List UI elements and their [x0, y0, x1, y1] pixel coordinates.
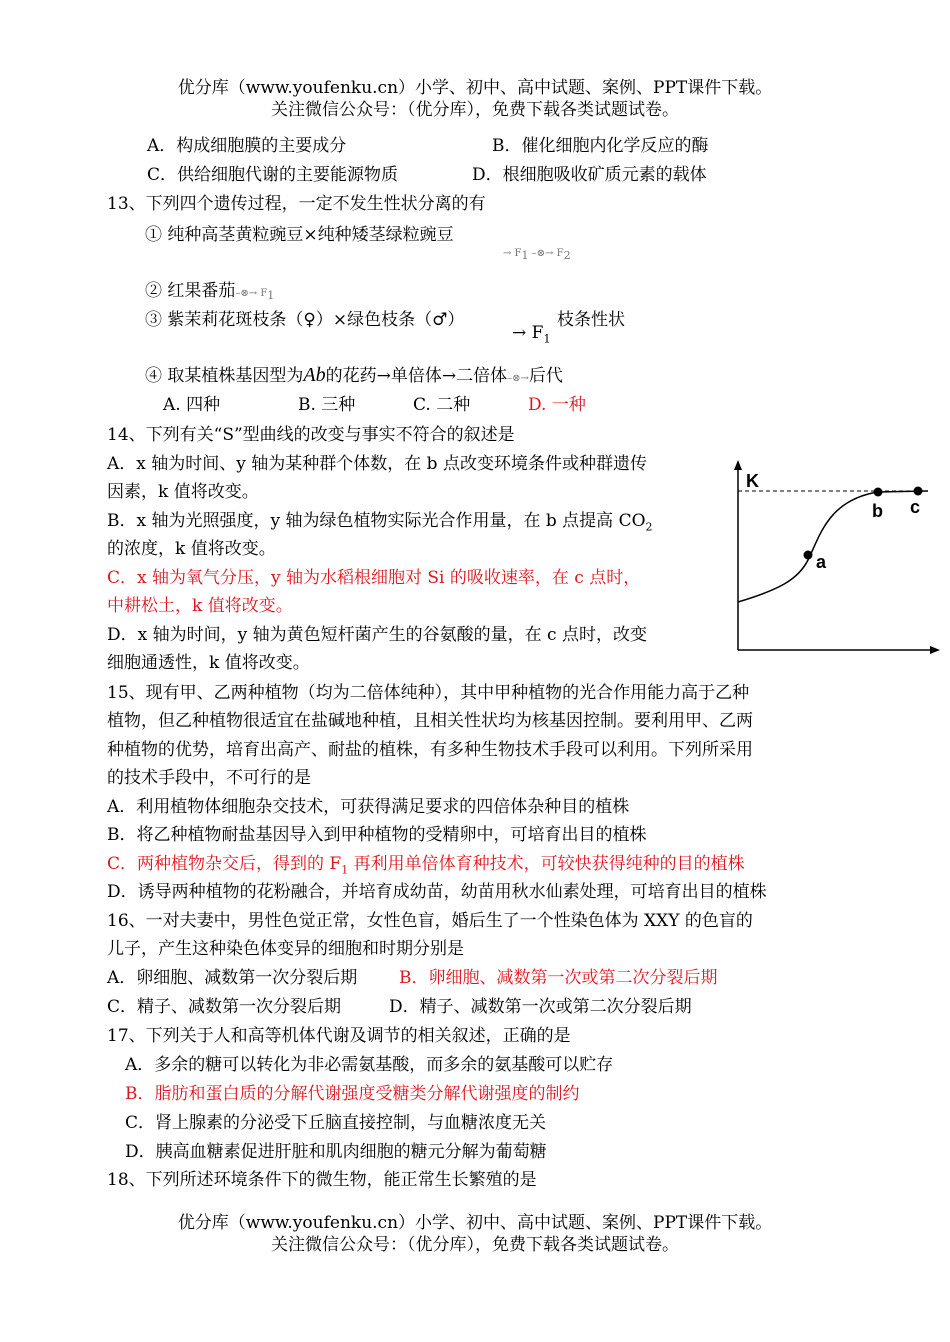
- q17-option-d: D．胰高血糖素促进肝脏和肌肉细胞的糖元分解为葡萄糖: [125, 1142, 547, 1162]
- q17-option-b-answer: B．脂肪和蛋白质的分解代谢强度受糖类分解代谢强度的制约: [125, 1084, 580, 1104]
- q17-option-a: A．多余的糖可以转化为非必需氨基酸，而多余的氨基酸可以贮存: [125, 1055, 614, 1075]
- label-a: a: [816, 552, 827, 572]
- q14-option-c-line2-answer: 中耕松土，k 值将改变。: [107, 596, 293, 616]
- label-c: c: [910, 497, 921, 517]
- q13-option-b: B. 三种: [298, 395, 356, 415]
- k-label: K: [746, 471, 759, 491]
- q12-option-a: A．构成细胞膜的主要成分: [147, 136, 347, 156]
- q13-item-2: ② 红果番茄–⊗→ $F_1$: [145, 281, 275, 302]
- footer-line-2: 关注微信公众号：（优分库），免费下载各类试题试卷。: [271, 1235, 679, 1255]
- q15-option-d: D．诱导两种植物的花粉融合，并培育成幼苗，幼苗用秋水仙素处理，可培育出目的植株: [107, 882, 767, 902]
- q17-stem: 17、下列关于人和高等机体代谢及调节的相关叙述，正确的是: [107, 1026, 571, 1046]
- header-line-1: 优分库（www.youfenku.cn）小学、初中、高中试题、案例、PPT课件下载。: [177, 78, 773, 98]
- q13-item-2-formula: –⊗→ $F_1$: [235, 288, 275, 302]
- q16-option-b-answer: B．卵细胞、减数第一次或第二次分裂后期: [399, 968, 718, 988]
- q12-option-d: D．根细胞吸收矿质元素的载体: [472, 165, 707, 185]
- q13-item-1-formula: → $F_1$ –⊗→ $F_2$: [503, 248, 571, 262]
- q15-stem-line1: 15、现有甲、乙两种植物（均为二倍体纯种），其中甲种植物的光合作用能力高于乙种: [107, 683, 750, 703]
- q16-option-d: D．精子、减数第一次或第二次分裂后期: [389, 997, 692, 1017]
- point-a: [804, 551, 813, 560]
- q13-item-4: ④ 取某植株基因型为Ab的花药→单倍体→二倍体–⊗→后代: [145, 364, 563, 386]
- x-axis-arrow-icon: [930, 646, 940, 654]
- q15-stem-line4: 的技术手段中，不可行的是: [107, 768, 311, 788]
- q15-option-b: B．将乙种植物耐盐基因导入到甲种植物的受精卵中，可培育出目的植株: [107, 825, 647, 845]
- q13-item-3: ③ 紫茉莉花斑枝条（♀）×绿色枝条（♂）: [145, 310, 465, 330]
- q13-option-a: A. 四种: [163, 395, 221, 415]
- q16-stem-line2: 儿子，产生这种染色体变异的细胞和时期分别是: [107, 939, 464, 959]
- s-curve-graph: [728, 460, 940, 656]
- q14-option-c-line1-answer: C．x 轴为氧气分压，y 轴为水稻根细胞对 Si 的吸收速率，在 c 点时，: [107, 568, 641, 588]
- label-b: b: [872, 501, 883, 521]
- point-b: [874, 488, 883, 497]
- q17-option-c: C．肾上腺素的分泌受下丘脑直接控制，与血糖浓度无关: [125, 1113, 547, 1133]
- q13-option-c: C. 二种: [413, 395, 471, 415]
- genotype-ab: Ab: [303, 364, 326, 386]
- q14-option-d-line1: D．x 轴为时间，y 轴为黄色短杆菌产生的谷氨酸的量，在 c 点时，改变: [107, 625, 647, 645]
- q13-item-3-formula: → $F_1$: [512, 323, 551, 346]
- point-c: [914, 487, 923, 496]
- q18-stem: 18、下列所述环境条件下的微生物，能正常生长繁殖的是: [107, 1170, 537, 1190]
- q15-stem-line2: 植物，但乙种植物很适宜在盐碱地种植，且相关性状均为核基因控制。要利用甲、乙两: [107, 711, 753, 731]
- s-curve: [738, 491, 928, 602]
- footer-line-1: 优分库（www.youfenku.cn）小学、初中、高中试题、案例、PPT课件下载。: [177, 1213, 773, 1233]
- q14-option-a-line2: 因素，k 值将改变。: [107, 482, 259, 502]
- q13-stem: 13、下列四个遗传过程，一定不发生性状分离的有: [107, 194, 486, 214]
- header-line-2: 关注微信公众号：（优分库），免费下载各类试题试卷。: [271, 100, 679, 120]
- q12-option-b: B．催化细胞内化学反应的酶: [492, 136, 709, 156]
- q16-option-a: A．卵细胞、减数第一次分裂后期: [107, 968, 358, 988]
- q14-option-d-line2: 细胞通透性，k 值将改变。: [107, 653, 310, 673]
- q14-option-a-line1: A．x 轴为时间、y 轴为某种群个体数，在 b 点改变环境条件或种群遗传: [107, 454, 647, 474]
- q16-option-c: C．精子、减数第一次分裂后期: [107, 997, 342, 1017]
- q15-option-a: A．利用植物体细胞杂交技术，可获得满足要求的四倍体杂种目的植株: [107, 797, 630, 817]
- q16-stem-line1: 16、一对夫妻中，男性色觉正常，女性色盲，婚后生了一个性染色体为 XXY 的色盲的: [107, 911, 753, 931]
- q14-option-b-line2: 的浓度，k 值将改变。: [107, 539, 276, 559]
- q13-item-3-tail: 枝条性状: [557, 310, 625, 330]
- q13-item-1: ① 纯种高茎黄粒豌豆×纯种矮茎绿粒豌豆: [145, 225, 454, 245]
- q15-option-c-answer: C．两种植物杂交后，得到的 $F_1$ 再利用单倍体育种技术，可较快获得纯种的目的植株: [107, 854, 745, 877]
- q13-option-d-answer: D. 一种: [528, 395, 586, 415]
- y-axis-arrow-icon: [734, 460, 742, 470]
- q12-option-c: C．供给细胞代谢的主要能源物质: [147, 165, 399, 185]
- q15-stem-line3: 种植物的优势，培育出高产、耐盐的植株，有多种生物技术手段可以利用。下列所采用: [107, 740, 753, 760]
- q14-stem: 14、下列有关“S”型曲线的改变与事实不符合的叙述是: [107, 425, 515, 445]
- q14-option-b-line1: B．x 轴为光照强度，y 轴为绿色植物实际光合作用量，在 b 点提高 $CO_2$: [107, 511, 653, 534]
